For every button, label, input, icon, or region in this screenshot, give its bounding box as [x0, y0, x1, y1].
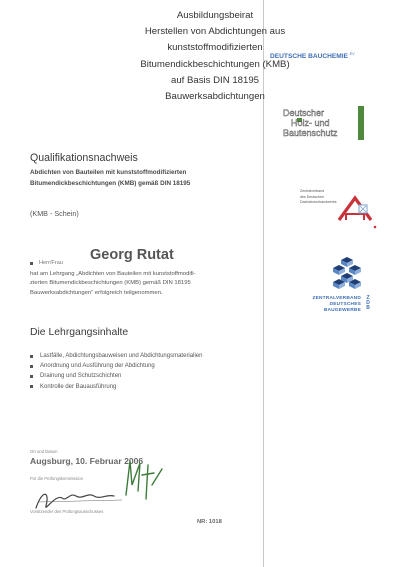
- list-item-text: Kontrolle der Bauausführung: [40, 383, 117, 390]
- holzschutz-line: Holz- und: [291, 118, 330, 128]
- header-line: Bauwerksabdichtungen: [165, 91, 265, 103]
- deutsche-bauchemie-name: DEUTSCHE BAUCHEMIE: [270, 53, 349, 61]
- roof-house-icon: [337, 190, 379, 230]
- participant-name: Georg Rutat: [90, 247, 174, 263]
- header-line: Herstellen von Abdichtungen aus: [144, 26, 286, 38]
- place-date: Augsburg, 10. Februar 2006: [30, 456, 144, 466]
- statement-line: Bauwerksabdichtungen“ erfolgreich teilgenommen.: [30, 289, 163, 296]
- list-item-text: Anordnung und Ausführung der Abdichtung: [40, 363, 155, 370]
- bullet-icon: [30, 375, 33, 378]
- bullet-icon: [30, 365, 33, 368]
- zdb-line: DEUTSCHES: [329, 302, 361, 308]
- header-line: Bitumendickbeschichtungen (KMB): [140, 58, 290, 70]
- deutsche-bauchemie-suffix: EV: [349, 52, 355, 56]
- zdb-line: BAUGEWERBE: [323, 308, 361, 314]
- qualification-subtitle-line: Abdichten von Bauteilen mit kunststoffmodifizierten: [30, 169, 187, 176]
- salutation: [30, 260, 63, 266]
- list-item: [30, 382, 202, 392]
- qualification-title: Qualifikationsnachweis: [30, 152, 138, 164]
- zdb-abbreviation: [364, 296, 372, 311]
- header-line: kunststoffmodifizierten: [167, 42, 263, 54]
- holzschutz-line: Deutscher: [283, 108, 325, 118]
- kmb-short-name: (KMB - Schein): [30, 209, 79, 218]
- qualification-subtitle: [30, 168, 260, 189]
- statement-line: zierten Bitumendickbeschichtungen (KMB) gemäß DIN 18195: [30, 280, 191, 287]
- participation-statement: [30, 270, 262, 298]
- header-line: Ausbildungsbeirat: [176, 10, 254, 21]
- course-contents-title: Die Lehrgangsinhalte: [30, 327, 129, 338]
- place-date-label: Ort und Datum: [30, 449, 58, 454]
- course-contents-list: [30, 351, 202, 392]
- list-item: [30, 351, 202, 361]
- statement-line: hat am Lehrgang „Abdichten von Bauteilen mit kunststoffmodifi-: [30, 271, 196, 277]
- salutation-label: Herr/Frau: [39, 260, 63, 266]
- deutsche-bauchemie-logo: [270, 52, 355, 60]
- signature-label: Für die Prüfungskommission: [30, 476, 84, 481]
- certificate-number: NR: 1018: [197, 519, 222, 525]
- holzschutz-green-bar: [358, 106, 364, 140]
- zdb-abbr: ZDB: [366, 295, 370, 311]
- holzschutz-line: Bautenschutz: [283, 128, 338, 138]
- zdb-line: ZENTRALVERBAND: [312, 296, 361, 301]
- bullet-icon: [30, 385, 33, 388]
- zdb-cubes-icon: [329, 255, 365, 291]
- list-item-text: Lastfälle, Abdichtungsbauweisen und Abdichtungsmaterialien: [40, 353, 203, 359]
- list-item: [30, 371, 202, 381]
- qualification-subtitle-line: Bitumendickbeschichtungen (KMB) gemäß DIN 18195: [30, 179, 191, 187]
- holzschutz-logo: [281, 106, 365, 140]
- header-line: auf Basis DIN 18195: [171, 74, 259, 86]
- zv-line: Zentralverband: [300, 189, 325, 193]
- signature-black: [32, 484, 132, 514]
- bullet-icon: [30, 355, 33, 358]
- zv-line: des Deutschen: [300, 194, 324, 199]
- list-item-text: Drainung und Schutzschichten: [40, 373, 122, 380]
- zdb-text: [303, 296, 361, 315]
- bullet-icon: [30, 262, 33, 265]
- zv-line: Dachdeckerhandwerks: [300, 200, 337, 205]
- list-item: [30, 361, 202, 371]
- signature-label: Vorsitzender des Prüfungsausschusses: [30, 509, 104, 514]
